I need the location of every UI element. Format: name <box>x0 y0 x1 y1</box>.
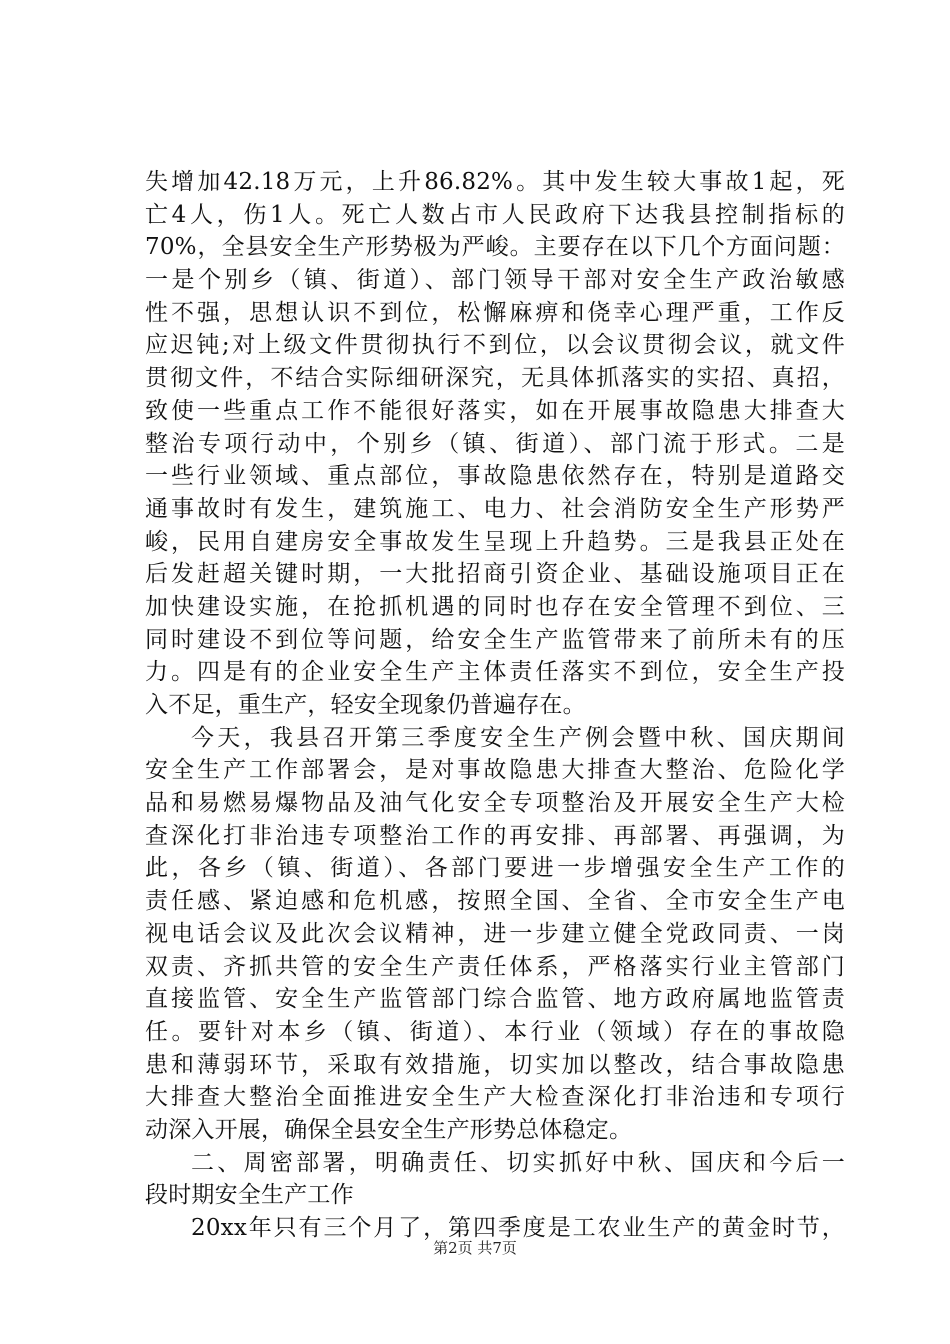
text-line: 责任感、紧迫感和危机感，按照全国、全省、全市安全生产电 <box>145 888 845 915</box>
text-line: 动深入开展，确保全县安全生产形势总体稳定。 <box>145 1116 633 1143</box>
text-line: 视电话会议及此次会议精神，进一步建立健全党政同责、一岗 <box>145 920 845 947</box>
section-heading-line: 二、周密部署，明确责任、切实抓好中秋、国庆和今后一 <box>191 1149 845 1176</box>
text-line: 性不强，思想认识不到位，松懈麻痹和侥幸心理严重，工作反 <box>145 299 845 326</box>
text-line: 失增加42.18万元，上升86.82%。其中发生较大事故1起，死 <box>145 169 845 195</box>
text-line: 双责、齐抓共管的安全生产责任体系，严格落实行业主管部门 <box>145 953 845 980</box>
text-line: 安全生产工作部署会，是对事故隐患大排查大整治、危险化学 <box>145 757 845 784</box>
text-line: 入不足，重生产，轻安全现象仍普遍存在。 <box>145 692 586 718</box>
text-line: 峻，民用自建房安全事故发生呈现上升趋势。三是我县正处在 <box>145 528 845 555</box>
text-line: 一是个别乡（镇、街道）、部门领导干部对安全生产政治敏感 <box>145 267 845 294</box>
text-line: 直接监管、安全生产监管部门综合监管、地方政府属地监管责 <box>145 986 845 1013</box>
text-line: 品和易燃易爆物品及油气化安全专项整治及开展安全生产大检 <box>145 790 845 817</box>
text-line: 加快建设实施，在抢抓机遇的同时也存在安全管理不到位、三 <box>145 593 845 620</box>
page-number-footer: 第2页 共7页 <box>433 1239 517 1257</box>
paragraph-first-line: 今天，我县召开第三季度安全生产例会暨中秋、国庆期间 <box>191 724 845 751</box>
section-heading-line: 段时期安全生产工作 <box>145 1182 354 1209</box>
body-text <box>145 166 845 1245</box>
text-line: 贯彻文件，不结合实际细研深究，无具体抓落实的实招、真招， <box>145 365 845 392</box>
text-line: 患和薄弱环节，采取有效措施，切实加以整改，结合事故隐患 <box>145 1051 845 1078</box>
text-line: 后发赶超关键时期，一大批招商引资企业、基础设施项目正在 <box>145 561 845 588</box>
text-line: 力。四是有的企业安全生产主体责任落实不到位，安全生产投 <box>145 659 845 686</box>
text-line: 亡4人，伤1人。死亡人数占市人民政府下达我县控制指标的 <box>145 201 845 228</box>
text-line: 通事故时有发生，建筑施工、电力、社会消防安全生产形势严 <box>145 495 845 522</box>
text-line: 查深化打非治违专项整治工作的再安排、再部署、再强调，为 <box>145 822 845 849</box>
text-line: 一些行业领域、重点部位，事故隐患依然存在，特别是道路交 <box>145 463 845 490</box>
text-line: 致使一些重点工作不能很好落实，如在开展事故隐患大排查大 <box>145 397 845 424</box>
text-line: 大排查大整治全面推进安全生产大检查深化打非治违和专项行 <box>145 1084 845 1111</box>
text-line: 同时建设不到位等问题，给安全生产监管带来了前所未有的压 <box>145 626 845 653</box>
text-line: 应迟钝;对上级文件贯彻执行不到位，以会议贯彻会议，就文件 <box>145 332 845 359</box>
text-line: 整治专项行动中，个别乡（镇、街道）、部门流于形式。二是 <box>145 430 845 457</box>
text-line: 70%，全县安全生产形势极为严峻。主要存在以下几个方面问题： <box>145 234 845 261</box>
text-line: 任。要针对本乡（镇、街道）、本行业（领域）存在的事故隐 <box>145 1018 845 1045</box>
text-line: 此，各乡（镇、街道）、各部门要进一步增强安全生产工作的 <box>145 855 845 882</box>
paragraph-first-line: 20xx年只有三个月了，第四季度是工农业生产的黄金时节， <box>191 1215 845 1241</box>
